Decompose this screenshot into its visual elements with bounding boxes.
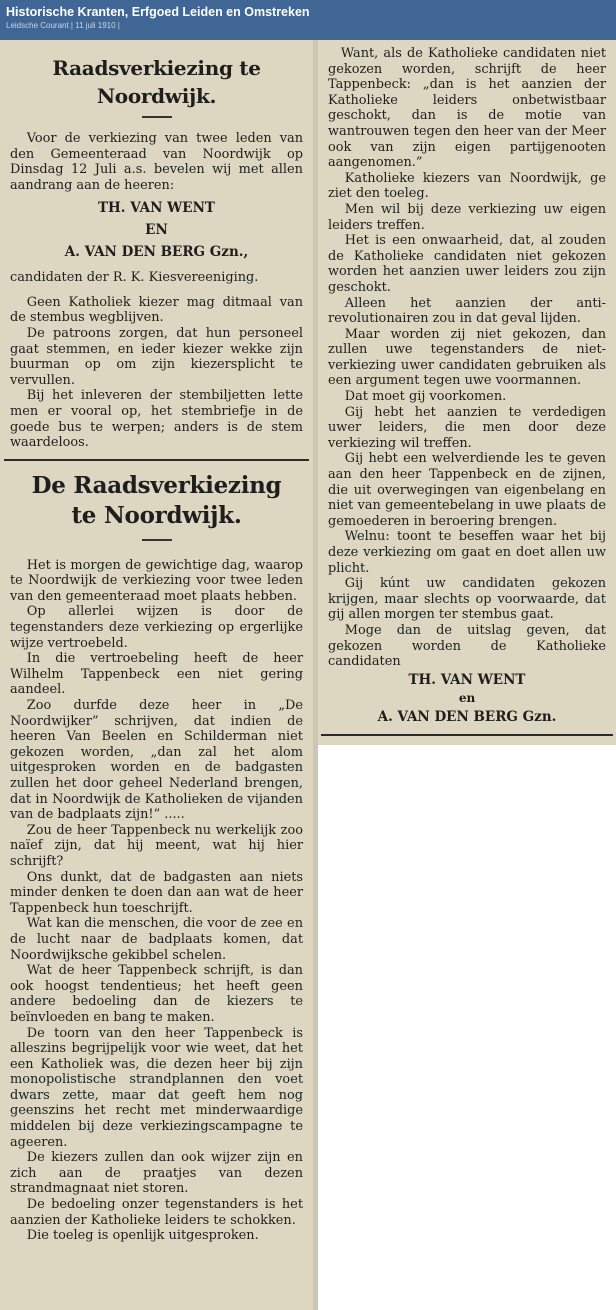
- conjunction-en: EN: [145, 221, 168, 238]
- article2-paragraph: Wat de heer Tappenbeck schrijft, is dan ook hoogst tendentieus; het heeft geen andere bedoeling dan de kiezers te beïnvloeden en bang te maken.: [10, 963, 303, 1025]
- article2-heading-line1: De Raadsverkiezing: [31, 471, 282, 499]
- candidate-name-1: TH. VAN WENT: [98, 200, 215, 217]
- article2-continued-paragraph: Katholieke kiezers van Noordwijk, ge ziet den toeleg.: [328, 170, 606, 202]
- article1-paragraph: De patroons zorgen, dat hun personeel gaat stemmen, en ieder kiezer wekke zijn buurman op om zijn kiezersplicht te vervullen.: [10, 325, 303, 388]
- article-end-rule: [321, 734, 613, 736]
- article2-paragraph: Op allerlei wijzen is door de tegenstanders deze verkiezing op ergerlijke wijze vertroebeld.: [10, 604, 303, 651]
- article2-paragraph: Zou de heer Tappenbeck nu werkelijk zoo naïef zijn, dat hij meent, wat hij hier schrijft?: [10, 822, 303, 869]
- article2-heading-line2: te Noordwijk.: [71, 501, 242, 529]
- site-title[interactable]: Historische Kranten, Erfgoed Leiden en Omstreken: [6, 5, 310, 19]
- article2-continued-paragraph: Gij hebt het aanzien te verdedigen uwer leiders, die men door deze verkiezing wil treffen.: [328, 404, 606, 451]
- party-line: candidaten der R. K. Kiesvereeniging.: [10, 270, 259, 286]
- article2-paragraph: De kiezers zullen dan ook wijzer zijn en zich aan de praatjes van dezen strandmagnaat niet storen.: [10, 1150, 303, 1197]
- article2-continued-paragraph: Gij kúnt uw candidaten gekozen krijgen, maar slechts op voorwaarde, dat gij allen morgen ter stembus gaat.: [328, 576, 606, 623]
- article2-continued-paragraph: Gij hebt een welverdiende les te geven aan den heer Tappenbeck en de zijnen, die uit overwegingen van eigenbelang en niet van gemeentebelang in uwe plaats de gemoederen in beroering brengen.: [328, 451, 606, 529]
- article2-paragraph: Wat kan die menschen, die voor de zee en de lucht naar de badplaats komen, dat Noordwijksche gekibbel schelen.: [10, 916, 303, 963]
- article1-heading: Raadsverkiezing te Noordwijk.: [52, 56, 261, 108]
- closing-conjunction: en: [458, 691, 476, 706]
- closing-candidate-2: A. VAN DEN BERG Gzn.: [377, 708, 557, 725]
- article2-paragraph: Ons dunkt, dat de badgasten aan niets minder denken te doen dan aan wat de heer Tappenbeck hun toeschrijft.: [10, 869, 303, 916]
- article2-paragraph: Die toeleg is openlijk uitgesproken.: [26, 1228, 259, 1244]
- right-column: [318, 40, 616, 745]
- article2-continued-paragraph: Moge dan de uitslag geven, dat gekozen worden de Katholieke candidaten: [328, 622, 606, 670]
- article2-continued-paragraph: Maar worden zij niet gekozen, dan zullen uwe tegenstanders de niet-verkiezing uwer candidaten gebruiken als een argument tegen uwe voormannen.: [328, 326, 606, 389]
- article1-intro: Voor de verkiezing van twee leden van den Gemeenteraad van Noordwijk op Dinsdag 12 Juli a.s. bevelen wij met allen aandrang aan de heeren:: [10, 131, 303, 193]
- article2-continued-paragraph: Want, als de Katholieke candidaten niet gekozen worden, schrijft de heer Tappenbeck: „dan is het aanzien der Katholieke leiders onbetwistbaar geschokt, dan is de motie van wantrouwen tegen den heer van der Meer ook van zijn eigen partijgenooten aangenomen.”: [328, 46, 606, 171]
- candidate-name-2: A. VAN DEN BERG Gzn.,: [64, 243, 249, 260]
- article2-continued-paragraph: Dat moet gij voorkomen.: [344, 389, 507, 405]
- newspaper-page: [0, 40, 616, 1310]
- closing-candidate-1: TH. VAN WENT: [408, 671, 526, 688]
- article2-paragraph: De toorn van den heer Tappenbeck is alleszins begrijpelijk voor wie weet, dat het een Katholiek was, die dezen heer bij zijn monopolistische strandplannen den voet dwars zette, maar dat geeft hem nog geenszins het recht met minderwaardige middelen bij deze verkiezingscampagne te ageeren.: [10, 1025, 303, 1150]
- article2-continued-paragraph: Welnu: toont te beseffen waar het bij deze verkiezing om gaat en doet allen uw plicht.: [328, 529, 606, 576]
- article2-paragraph: In die vertroebeling heeft de heer Wilhelm Tappenbeck een niet gering aandeel.: [10, 651, 303, 698]
- article1-paragraph: Geen Katholiek kiezer mag ditmaal van de stembus wegblijven.: [10, 294, 303, 326]
- article2-paragraph: Zoo durfde deze heer in „De Noordwijker” schrijven, dat indien de heeren Van Beelen en Schilderman niet gekozen worden, „dan zal het alom uitgesproken worden en de badgasten zullen het door geheel Nederland brengen, dat in Noordwijk de Katholieken de vijanden van de badplaats zijn!” .....: [10, 698, 303, 823]
- article2-paragraph: Het is morgen de gewichtige dag, waarop te Noordwijk de verkiezing voor twee leden van den gemeenteraad moet plaats hebben.: [10, 557, 303, 604]
- left-column: [0, 40, 313, 1310]
- source-caption: Leidsche Courant | 11 juli 1910 |: [6, 21, 120, 30]
- article2-continued-paragraph: Alleen het aanzien der anti-revolutionairen zou in dat geval lijden.: [328, 295, 606, 327]
- article2-paragraph: De bedoeling onzer tegenstanders is het aanzien der Katholieke leiders te schokken.: [10, 1197, 303, 1228]
- article1-paragraph: Bij het inleveren der stembiljetten lette men er vooral op, het stembriefje in de goede bus te werpen; anders is de stem waardeloos.: [10, 388, 303, 451]
- site-header: [0, 0, 616, 40]
- article2-continued-paragraph: Het is een onwaarheid, dat, al zouden de Katholieke candidaten niet gekozen worden het aanzien uwer leiders zou zijn geschokt.: [328, 233, 606, 295]
- article2-continued-paragraph: Men wil bij deze verkiezing uw eigen leiders treffen.: [328, 201, 606, 233]
